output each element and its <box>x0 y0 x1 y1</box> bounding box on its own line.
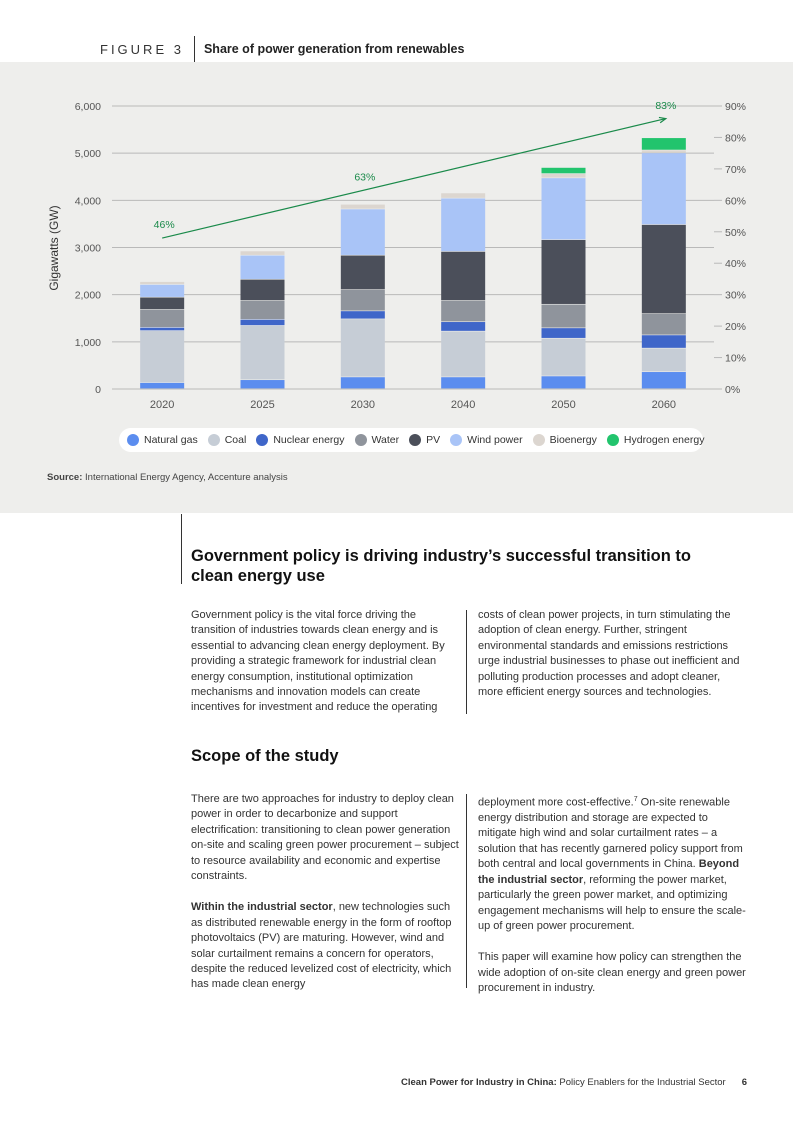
bar-segment <box>341 377 385 388</box>
bar-segment <box>341 311 385 318</box>
legend-item <box>355 434 400 446</box>
legend-swatch <box>607 434 619 446</box>
bar-segment <box>542 328 586 338</box>
section2-col-rule <box>466 794 467 988</box>
legend-swatch <box>127 434 139 446</box>
figure-label: FIGURE 3 <box>100 41 184 57</box>
footer-title-bold: Clean Power for Industry in China: <box>401 1077 557 1088</box>
legend-item <box>127 434 198 446</box>
legend-item <box>208 434 247 446</box>
y2-tick-label: 40% <box>725 258 747 271</box>
bar-segment <box>341 256 385 290</box>
bar-segment <box>241 320 285 326</box>
x-tick-label: 2030 <box>350 399 376 411</box>
bar-segment <box>642 314 686 335</box>
bar-segment <box>341 209 385 255</box>
section2-col2-p1 <box>478 792 746 934</box>
bar-segment <box>241 326 285 380</box>
bar-segment <box>542 168 586 174</box>
bar-segment <box>241 251 285 255</box>
bar-segment <box>642 335 686 348</box>
section2-col1-p2-rest: , new technologies such as distributed renewable energy in the form of rooftop photovoltaics (PV) are maturing. However, wind and solar curtailment remains a concern for operators, despite the reduced levelized cost of electricity, which has made clean energy <box>191 901 452 991</box>
y2-tick-label: 0% <box>725 384 741 396</box>
bar-segment <box>341 205 385 209</box>
bar-segment <box>542 174 586 178</box>
legend-swatch <box>409 434 421 446</box>
y-tick-label: 2,000 <box>74 289 101 302</box>
figure-title: Share of power generation from renewables <box>203 42 465 56</box>
section2-col2-p1-c: , reforming the power market, particularly the green power market, and optimizing engagement mechanisms will help to ensure the scale-up of green power procurement. <box>478 873 746 932</box>
page-footer <box>401 1077 747 1088</box>
x-tick-label: 2060 <box>651 399 677 411</box>
bar-segment <box>140 282 184 284</box>
chart-source <box>47 472 288 483</box>
bar-segment <box>642 348 686 371</box>
y2-tick-label: 80% <box>725 132 747 145</box>
legend-swatch <box>355 434 367 446</box>
bar-segment <box>441 322 485 331</box>
chart-panel <box>0 62 793 513</box>
figure-header <box>100 34 464 64</box>
y2-tick-label: 90% <box>725 101 747 113</box>
bar-segment <box>140 331 184 382</box>
section1-col-rule <box>466 610 467 714</box>
bar-segment <box>542 376 586 388</box>
section2-col2-p1-b: On-site renewable energy distribution and storage are expected to mitigate high wind and solar curtailment rates – a solution that has recently garnered policy support from both central and local governments in China. <box>478 796 743 871</box>
y-tick-label: 3,000 <box>74 242 101 255</box>
section2-col2-p2: This paper will examine how policy can strengthen the wide adoption of on-site clean energy and green power procurement in industry. <box>478 951 746 995</box>
section1-col2 <box>478 608 746 700</box>
bar-segment <box>241 280 285 301</box>
bar-segment <box>241 380 285 388</box>
y2-tick-label: 60% <box>725 195 747 208</box>
bar-segment <box>642 150 686 152</box>
bar-segment <box>441 193 485 198</box>
footer-title-rest: Policy Enablers for the Industrial Sector <box>556 1077 726 1088</box>
y-tick-label: 5,000 <box>74 148 101 161</box>
section2-col2-p1-a: deployment more cost-effective. <box>478 796 634 809</box>
y-tick-label: 0 <box>95 384 101 396</box>
bar-segment <box>341 290 385 311</box>
y-tick-label: 6,000 <box>74 101 101 113</box>
section-left-rule <box>181 514 182 584</box>
bar-segment <box>241 301 285 319</box>
section1-col2-text: costs of clean power projects, in turn stimulating the adoption of clean energy. Further, stringent environmental standards and emissions restrictions urge industrial businesses to phase out inefficient and polluting production processes and adopt cleaner, more efficient energy sources and technologies. <box>478 609 740 699</box>
bar-segment <box>642 372 686 388</box>
section1-col1-text: Government policy is the vital force driving the transition of industries towards clean energy and is essential to advancing clean energy deployment. By providing a strategic framework for industrial clean energy consumption, institutional optimization mechanisms and innovation models can create incentives for investment and reduce the operating <box>191 609 445 714</box>
legend-item <box>450 434 522 446</box>
share-annotation: 46% <box>153 219 175 232</box>
bar-segment <box>341 319 385 376</box>
bar-segment <box>542 240 586 304</box>
bar-segment <box>542 178 586 239</box>
legend-label: Natural gas <box>144 434 198 446</box>
bar-segment <box>441 377 485 388</box>
bar-segment <box>441 252 485 300</box>
renewable-share-line <box>162 119 666 238</box>
legend-label: Coal <box>224 434 247 446</box>
bar-segment <box>140 328 184 331</box>
y-axis-title: Gigawatts (GW) <box>47 205 61 291</box>
share-annotation: 83% <box>655 100 677 113</box>
source-text: International Energy Agency, Accenture analysis <box>85 472 288 483</box>
y2-tick-label: 20% <box>725 321 747 334</box>
section2-heading: Scope of the study <box>191 747 339 765</box>
section2-col1-p1: There are two approaches for industry to deploy clean power in order to decarbonize and support electrification: transitioning to clean power generation on-site and scaling green power procurement – subject to resource availability and economic and expertise constraints. <box>191 793 459 883</box>
bar-segment <box>642 153 686 224</box>
x-tick-label: 2025 <box>250 399 275 411</box>
y2-tick-label: 50% <box>725 226 747 239</box>
legend-item <box>409 434 440 446</box>
y2-tick-label: 30% <box>725 289 747 302</box>
share-annotation: 63% <box>354 171 376 184</box>
section2-col1-p2 <box>191 900 459 992</box>
section1-col1 <box>191 608 459 716</box>
section1-heading: Government policy is driving industry’s successful transition to clean energy use <box>191 547 691 585</box>
x-tick-label: 2020 <box>149 399 175 411</box>
footnote-ref: 7 <box>633 796 638 803</box>
bar-segment <box>542 305 586 328</box>
bar-segment <box>140 297 184 309</box>
bar-segment <box>140 383 184 389</box>
chart-legend <box>119 428 703 452</box>
legend-swatch <box>450 434 462 446</box>
legend-label: Water <box>371 434 400 446</box>
bar-segment <box>140 285 184 297</box>
bar-segment <box>441 301 485 322</box>
legend-label: Hydrogen energy <box>623 434 705 446</box>
legend-label: Wind power <box>467 434 523 446</box>
legend-label: Bioenergy <box>549 434 597 446</box>
legend-swatch <box>256 434 268 446</box>
section2-col1-bold: Within the industrial sector <box>191 901 333 914</box>
legend-item <box>607 434 705 446</box>
section2-col1 <box>191 792 459 993</box>
bar-segment <box>542 339 586 376</box>
legend-label: PV <box>426 434 441 446</box>
y2-tick-label: 70% <box>725 163 747 176</box>
x-tick-label: 2040 <box>450 399 476 411</box>
legend-item <box>533 434 597 446</box>
y2-tick-label: 10% <box>725 352 747 365</box>
bar-segment <box>441 198 485 251</box>
bar-segment <box>140 310 184 327</box>
source-label: Source: <box>47 472 83 483</box>
legend-label: Nuclear energy <box>273 434 345 446</box>
section2-col2-bold: Beyond the industrial sector <box>478 858 740 886</box>
x-tick-label: 2050 <box>551 399 576 411</box>
bar-segment <box>642 225 686 314</box>
y-tick-label: 4,000 <box>74 195 101 208</box>
section2-col2 <box>478 792 746 997</box>
legend-swatch <box>208 434 220 446</box>
bar-segment <box>642 138 686 150</box>
page-number: 6 <box>741 1077 747 1088</box>
bar-segment <box>441 331 485 376</box>
figure-divider <box>194 36 195 62</box>
y-tick-label: 1,000 <box>74 336 101 349</box>
bar-segment <box>241 256 285 279</box>
legend-swatch <box>533 434 545 446</box>
legend-item <box>256 434 344 446</box>
